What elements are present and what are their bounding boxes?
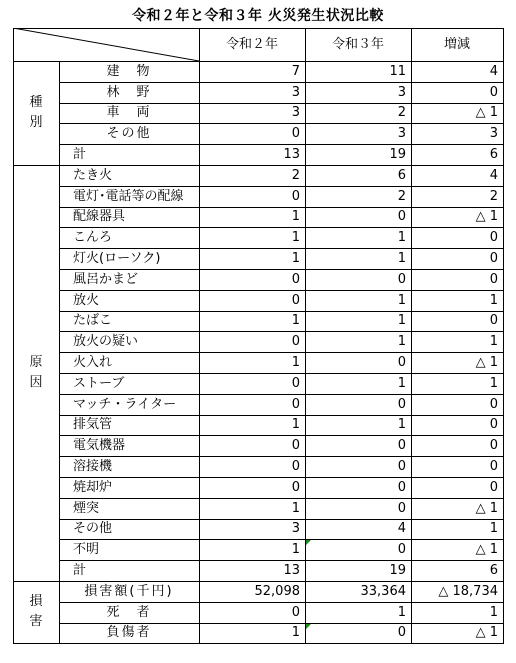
row-rule — [59, 560, 503, 561]
value-r3: 33,364 — [360, 583, 406, 599]
value-diff: △ 1 — [475, 105, 498, 121]
value-r2: 13 — [283, 563, 300, 579]
column-rule — [305, 28, 306, 643]
value-diff: △ 1 — [475, 625, 498, 641]
value-r3: 6 — [397, 167, 406, 183]
row-label: 計 — [73, 563, 87, 579]
group-label — [13, 581, 59, 643]
row-label: 建 物 — [106, 63, 152, 79]
row-label: 灯火(ローソク) — [73, 251, 161, 267]
value-r2: 0 — [291, 479, 300, 495]
row-label: 焼却炉 — [73, 479, 113, 495]
value-r3: 1 — [397, 417, 406, 433]
column-rule — [199, 28, 200, 643]
value-r3: 0 — [397, 479, 406, 495]
value-diff: 1 — [489, 375, 498, 391]
column-header: 令和２年 — [225, 37, 278, 52]
value-r3: 11 — [389, 63, 406, 79]
value-diff: 0 — [489, 438, 498, 454]
value-r2: 2 — [291, 167, 300, 183]
value-r3: 3 — [397, 126, 406, 142]
table-border — [13, 643, 504, 644]
row-label: 放火の疑い — [73, 334, 139, 350]
value-r3: 0 — [397, 209, 406, 225]
value-r3: 1 — [397, 230, 406, 246]
value-diff: 0 — [489, 251, 498, 267]
value-r2: 1 — [291, 500, 300, 516]
cell-comment-marker — [306, 624, 311, 629]
value-diff: 1 — [489, 604, 498, 620]
value-r3: 3 — [397, 84, 406, 100]
header-rule — [13, 61, 503, 62]
row-rule — [59, 477, 503, 478]
group-label-char: 別 — [29, 115, 43, 130]
value-r2: 1 — [291, 209, 300, 225]
value-diff: 0 — [489, 230, 498, 246]
column-header: 増減 — [443, 37, 470, 52]
row-rule — [59, 331, 503, 332]
row-label: 林 野 — [106, 84, 152, 100]
value-r2: 13 — [283, 147, 300, 163]
value-diff: 6 — [489, 563, 498, 579]
row-label: たばこ — [73, 313, 113, 329]
row-rule — [59, 394, 503, 395]
row-label: 電灯･電話等の配線 — [73, 188, 184, 204]
row-rule — [59, 498, 503, 499]
row-label: マッチ・ライター — [73, 396, 177, 412]
row-rule — [59, 415, 503, 416]
value-r2: 0 — [291, 126, 300, 142]
value-r2: 1 — [291, 355, 300, 371]
value-diff: 4 — [489, 63, 498, 79]
value-diff: △ 1 — [475, 355, 498, 371]
value-r2: 52,098 — [254, 583, 300, 599]
row-label: 火入れ — [73, 355, 113, 371]
row-rule — [59, 248, 503, 249]
value-r2: 0 — [291, 604, 300, 620]
value-diff: 4 — [489, 167, 498, 183]
row-rule — [59, 352, 503, 353]
row-rule — [59, 103, 503, 104]
row-rule — [59, 186, 503, 187]
value-diff: 1 — [489, 292, 498, 308]
value-r2: 1 — [291, 542, 300, 558]
row-rule — [59, 290, 503, 291]
value-r2: 3 — [291, 105, 300, 121]
value-diff: 0 — [489, 271, 498, 287]
value-r2: 0 — [291, 459, 300, 475]
value-r2: 1 — [291, 417, 300, 433]
value-r3: 0 — [397, 271, 406, 287]
column-rule — [411, 28, 412, 643]
value-r3: 19 — [389, 147, 406, 163]
value-r2: 1 — [291, 625, 300, 641]
value-diff: 0 — [489, 84, 498, 100]
value-diff: 0 — [489, 313, 498, 329]
row-rule — [59, 456, 503, 457]
row-rule — [59, 123, 503, 124]
row-rule — [59, 623, 503, 624]
value-r3: 0 — [397, 396, 406, 412]
value-diff: 0 — [489, 479, 498, 495]
row-label: 風呂かまど — [73, 271, 139, 287]
value-r3: 0 — [397, 625, 406, 641]
row-label: 電気機器 — [73, 438, 126, 454]
row-rule — [59, 227, 503, 228]
value-r3: 0 — [397, 438, 406, 454]
column-header: 令和３年 — [331, 37, 384, 52]
value-diff: 1 — [489, 521, 498, 537]
row-label: 不明 — [73, 542, 100, 558]
group-label — [13, 61, 59, 165]
value-r3: 1 — [397, 604, 406, 620]
row-rule — [59, 311, 503, 312]
value-r3: 0 — [397, 459, 406, 475]
row-rule — [59, 269, 503, 270]
table-border — [13, 28, 14, 643]
value-diff: 3 — [489, 126, 498, 142]
value-r3: 0 — [397, 542, 406, 558]
value-diff: 1 — [489, 334, 498, 350]
value-diff: △ 1 — [475, 209, 498, 225]
value-r3: 1 — [397, 375, 406, 391]
value-r3: 1 — [397, 251, 406, 267]
value-r2: 0 — [291, 188, 300, 204]
group-label-char: 種 — [29, 95, 43, 110]
row-label: 計 — [73, 147, 87, 163]
row-label: 溶接機 — [73, 459, 113, 475]
row-label: その他 — [73, 521, 113, 537]
value-diff: 0 — [489, 396, 498, 412]
value-r2: 0 — [291, 375, 300, 391]
group-label-char: 損 — [29, 594, 43, 610]
row-rule — [59, 539, 503, 540]
row-label: 負傷者 — [106, 625, 152, 641]
value-r2: 0 — [291, 271, 300, 287]
value-r3: 1 — [397, 334, 406, 350]
row-label: 車 両 — [106, 105, 152, 121]
value-diff: 0 — [489, 417, 498, 433]
row-label: ストーブ — [73, 375, 125, 391]
value-r2: 0 — [291, 396, 300, 412]
value-r2: 0 — [291, 334, 300, 350]
value-r3: 0 — [397, 355, 406, 371]
header-diagonal — [13, 28, 199, 61]
row-label: 放火 — [73, 292, 100, 308]
group-label-char: 因 — [29, 375, 43, 390]
row-rule — [59, 435, 503, 436]
row-rule — [59, 207, 503, 208]
row-label: 煙突 — [73, 500, 100, 516]
value-r3: 1 — [397, 313, 406, 329]
value-diff: 0 — [489, 459, 498, 475]
value-r2: 7 — [291, 63, 300, 79]
value-r2: 0 — [291, 292, 300, 308]
cell-comment-marker — [306, 540, 311, 545]
value-r2: 1 — [291, 230, 300, 246]
row-label: 損害額(千円) — [84, 583, 174, 599]
value-r3: 2 — [397, 188, 406, 204]
value-r2: 0 — [291, 438, 300, 454]
table-border — [13, 28, 503, 29]
row-label: たき火 — [73, 167, 113, 183]
row-rule — [59, 82, 503, 83]
group-label — [13, 165, 59, 581]
value-r3: 0 — [397, 500, 406, 516]
value-r2: 3 — [291, 84, 300, 100]
value-r2: 3 — [291, 521, 300, 537]
value-diff: △ 18,734 — [438, 583, 498, 599]
row-label: こんろ — [73, 230, 113, 246]
value-diff: 2 — [489, 188, 498, 204]
group-rule — [13, 581, 503, 582]
value-r2: 1 — [291, 251, 300, 267]
value-diff: △ 1 — [475, 542, 498, 558]
value-diff: 6 — [489, 147, 498, 163]
row-label: 死 者 — [106, 604, 152, 620]
group-label-char: 害 — [29, 614, 43, 630]
value-r3: 19 — [389, 563, 406, 579]
value-r2: 1 — [291, 313, 300, 329]
value-r3: 1 — [397, 292, 406, 308]
value-diff: △ 1 — [475, 500, 498, 516]
table-title: 令和２年と令和３年 火災発生状況比較 — [132, 8, 384, 24]
value-r3: 4 — [397, 521, 406, 537]
row-rule — [59, 373, 503, 374]
row-rule — [59, 519, 503, 520]
row-label: 配線器具 — [73, 209, 126, 225]
row-rule — [59, 602, 503, 603]
table-border — [503, 28, 504, 644]
row-rule — [59, 144, 503, 145]
group-label-char: 原 — [29, 355, 43, 370]
row-label: その他 — [106, 126, 152, 142]
group-rule — [13, 165, 503, 166]
value-r3: 2 — [397, 105, 406, 121]
row-label: 排気管 — [73, 417, 113, 433]
